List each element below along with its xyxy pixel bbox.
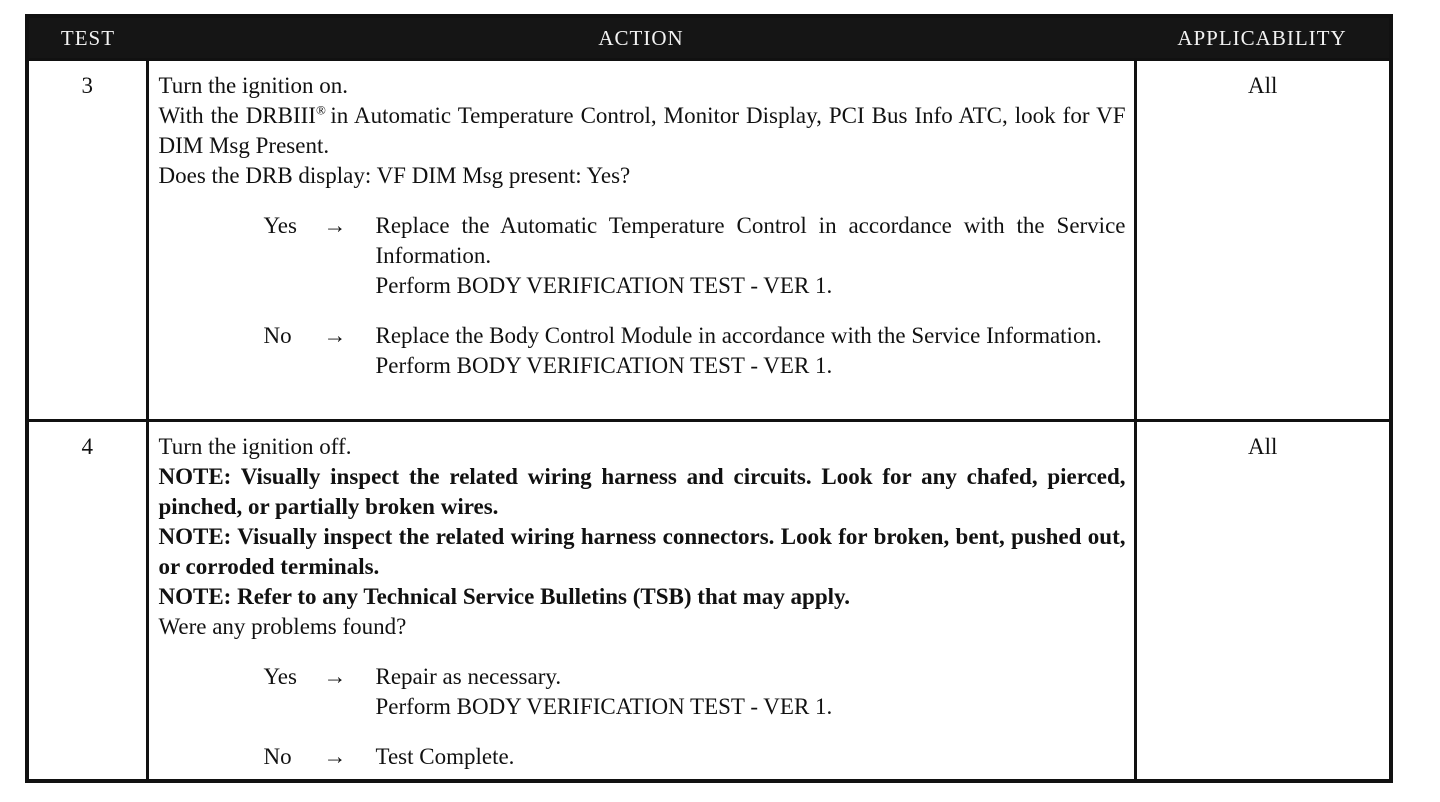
no-label: No [263, 323, 292, 348]
action-line [159, 101, 1126, 161]
result-line: Perform BODY VERIFICATION TEST - VER 1. [375, 353, 833, 378]
no-label: No [263, 744, 292, 769]
action-line: Does the DRB display: VF DIM Msg present: Yes? [158, 163, 631, 188]
action-line: Were any problems found? [158, 614, 407, 639]
action-line: Turn the ignition off. [158, 434, 352, 459]
yes-label: Yes [263, 213, 297, 238]
test-number: 3 [29, 60, 147, 421]
result-line: Perform BODY VERIFICATION TEST - VER 1. [375, 694, 833, 719]
action-text: With the DRBIII [158, 103, 316, 128]
diagnostic-table [29, 18, 1389, 782]
diagnostic-table-frame [25, 14, 1393, 783]
no-result [376, 321, 1126, 381]
result-line: Replace the Body Control Module in accordance with the Service Information. [375, 323, 1102, 348]
applicability-value: All [1135, 60, 1389, 421]
note-line: NOTE: Refer to any Technical Service Bulletins (TSB) that may apply. [158, 584, 851, 609]
arrow-icon: → [323, 664, 347, 689]
arrow-icon: → [323, 213, 347, 238]
no-branch [159, 742, 1126, 772]
result-line: Repair as necessary. [375, 664, 562, 689]
result-line: Replace the Automatic Temperature Control in accordance with the Service Information. [375, 213, 1126, 268]
registered-mark: ® [315, 102, 331, 118]
action-cell [147, 421, 1135, 783]
result-line: Perform BODY VERIFICATION TEST - VER 1. [375, 273, 833, 298]
note-line: NOTE: Visually inspect the related wiring harness and circuits. Look for any chafed, pierced, pinched, or partially broken wires. [158, 464, 1126, 519]
header-row [29, 18, 1389, 60]
yes-result [376, 662, 1126, 722]
yes-branch [159, 211, 1126, 301]
header-applicability: APPLICABILITY [1135, 18, 1389, 60]
note-line: NOTE: Visually inspect the related wiring harness connectors. Look for broken, bent, pushed out, or corroded terminals. [158, 524, 1126, 579]
header-action: ACTION [147, 18, 1135, 60]
yes-result [376, 211, 1126, 301]
action-cell [147, 60, 1135, 421]
no-result [376, 742, 1126, 772]
arrow-icon: → [323, 323, 347, 348]
yes-branch [159, 662, 1126, 722]
yes-label: Yes [263, 664, 297, 689]
header-test: TEST [29, 18, 147, 60]
result-line: Test Complete. [375, 744, 515, 769]
table-row [29, 60, 1389, 421]
action-text: in Automatic Temperature Control, Monitor Display, PCI Bus Info ATC, look for VF DIM Msg Present. [158, 103, 1126, 158]
arrow-icon: → [323, 744, 347, 769]
applicability-value: All [1135, 421, 1389, 783]
test-number: 4 [29, 421, 147, 783]
no-branch [159, 321, 1126, 381]
table-row [29, 421, 1389, 783]
action-line: Turn the ignition on. [158, 73, 349, 98]
